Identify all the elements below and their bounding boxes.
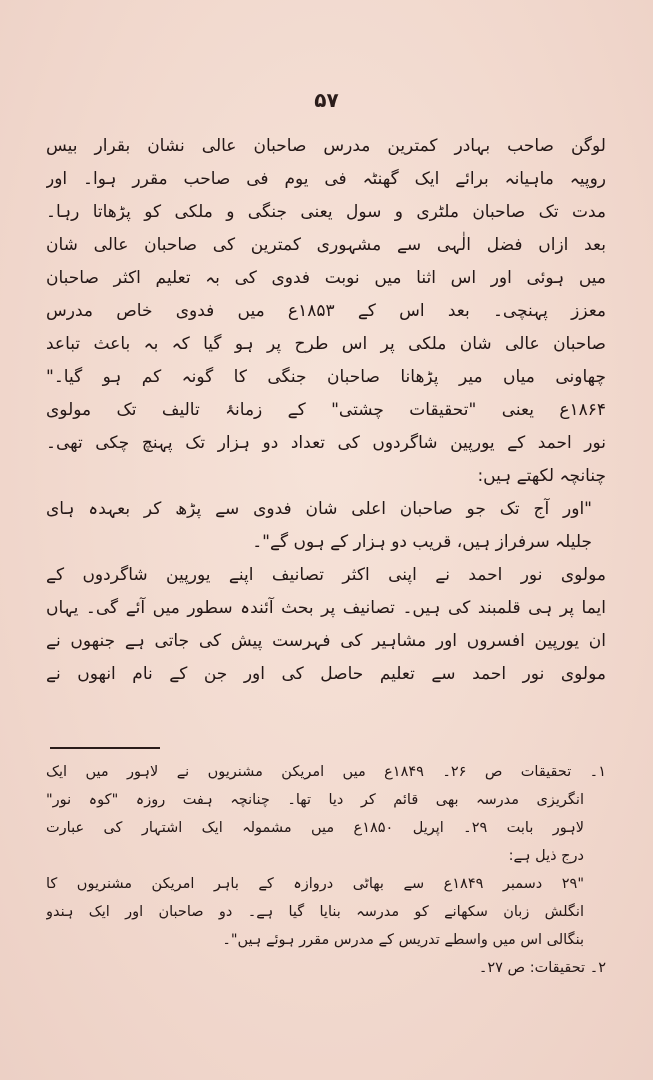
quote-line: جلیلہ سرفراز ہیں، قریب دو ہزار کے ہوں گے"۔ <box>252 532 592 552</box>
text-line: روپیہ ماہیانہ برائے ایک گھنٹہ فی یوم فی صاحب مقرر ہوا۔ اور <box>46 169 606 189</box>
footnote-line: ۱۔ تحقیقات ص ۲۶۔ ۱۸۴۹ع میں امریکن مشنریوں نے لاہور میں ایک <box>46 764 606 780</box>
text-line: معزز پہنچی۔ بعد اس کے ۱۸۵۳ع میں فدوی خاص مدرس <box>46 301 606 321</box>
text-line: ان یورپین افسروں اور مشاہیر کی فہرست پیش کی جاتی ہے جنھوں نے <box>46 631 606 651</box>
footnote-line: انگریزی مدرسہ بھی قائم کر دیا تھا۔ چنانچہ ہفت روزہ "کوہ نور" <box>46 792 584 808</box>
page-number: ۵۷ <box>314 88 339 112</box>
footnote-line: "۲۹ دسمبر ۱۸۴۹ع سے بھاٹی دروازہ کے باہر امریکن مشنریوں کا <box>46 876 584 892</box>
text-line: بعد ازاں فضل الٰہی سے مشہوری کمترین کی صاحبان عالی شان <box>46 235 606 255</box>
text-line: چھاونی میاں میر پڑھانا صاحبان جنگی کا گونہ کم ہو گیا۔" <box>46 367 606 387</box>
footnote-line: درج ذیل ہے: <box>508 848 584 864</box>
text-line: لوگن صاحب بہادر کمترین مدرس صاحبان عالی نشان بقرار بیس <box>46 136 606 156</box>
footnote-line: لاہور بابت ۲۹۔ اپریل ۱۸۵۰ع میں مشمولہ ایک اشتہار کی عبارت <box>46 820 585 836</box>
text-line: نور احمد کے یورپین شاگردوں کی تعداد دو ہزار تک پہنچ چکی تھی۔ <box>46 433 606 453</box>
footnote-line: ۲۔ تحقیقات: ص ۲۷۔ <box>478 960 606 976</box>
footnote-divider <box>50 747 160 749</box>
text-line: میں ہوئی اور اس اثنا میں نوبت فدوی کی بہ تعلیم اکثر صاحبان <box>46 268 606 288</box>
text-line: مدت تک صاحبان ملٹری و سول یعنی جنگی و ملکی کو پڑھاتا رہا۔ <box>46 202 606 222</box>
text-line: صاحبان عالی شان ملکی پر اس طرح پر ہو گیا کہ بہ باعث تباعد <box>46 334 606 354</box>
text-line: ۱۸۶۴ع یعنی "تحقیقات چشتی" کے زمانۂ تالیف تک مولوی <box>46 400 606 420</box>
text-line: ایما پر ہی قلمبند کی ہیں۔ تصانیف پر بحث آئندہ سطور میں آئے گی۔ یہاں <box>46 598 606 618</box>
footnote-line: بنگالی اس میں واسطے تدریس کے مدرس مقرر ہوئے ہیں"۔ <box>222 932 584 948</box>
footnotes <box>46 758 606 982</box>
text-line: مولوی نور احمد سے تعلیم حاصل کی اور جن کے نام انھوں نے <box>46 664 606 684</box>
quote-line: "اور آج تک جو صاحبان اعلی شان فدوی سے پڑھ کر بعہدہ ہای <box>46 499 592 519</box>
text-line: مولوی نور احمد نے اپنی اکثر تصانیف اپنے یورپین شاگردوں کے <box>46 565 606 585</box>
footnote-line: انگلش زبان سکھانے کو مدرسہ بنایا گیا ہے۔ دو صاحبان اور ایک ہندو <box>46 904 584 920</box>
text-line: چنانچہ لکھتے ہیں: <box>477 466 606 486</box>
main-text <box>46 130 606 691</box>
